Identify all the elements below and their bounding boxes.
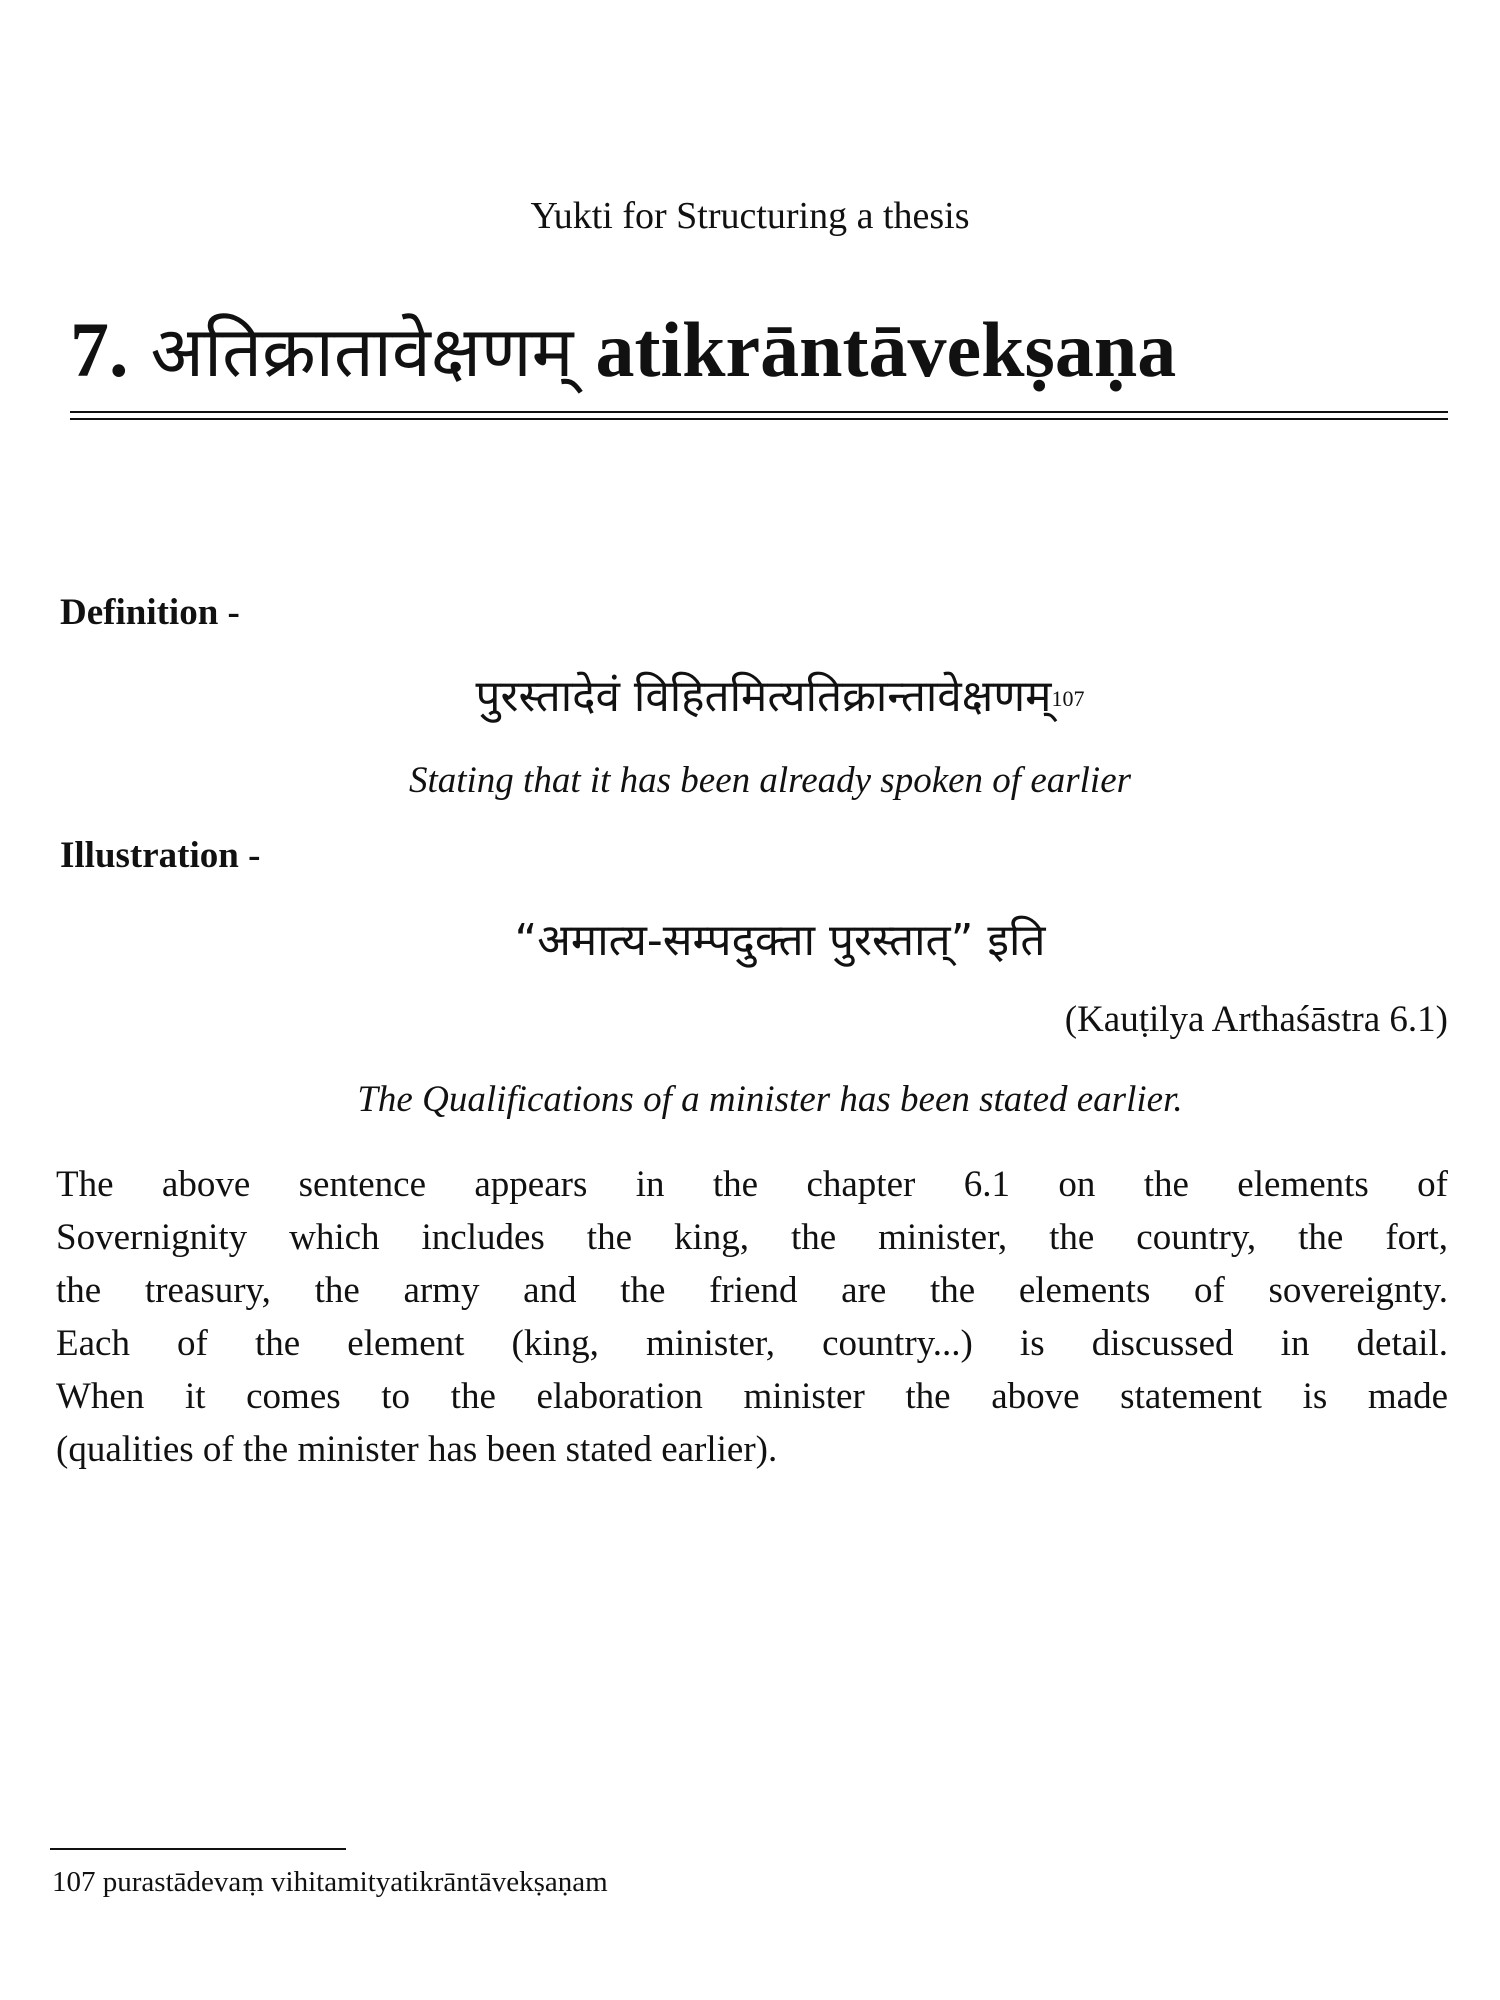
footnote-text: 107 purastādevaṃ vihitamityatikrāntāvekṣaṇam: [52, 1866, 608, 1898]
body-line: the treasury, the army and the friend are the elements of sovereignty.: [56, 1270, 1448, 1311]
illustration-sanskrit-quote: “अमात्य-सम्पदुक्ता पुरस्तात्” इति: [514, 915, 1046, 966]
illustration-translation: The Qualifications of a minister has been stated earlier.: [357, 1079, 1183, 1120]
body-line: Each of the element (king, minister, country...) is discussed in detail.: [56, 1323, 1448, 1364]
chapter-title: [70, 300, 1450, 402]
definition-translation: Stating that it has been already spoken of earlier: [408, 760, 1132, 801]
chapter-title-sanskrit: अतिक्रातावेक्षणम्: [150, 311, 574, 393]
body-line: The above sentence appears in the chapter 6.1 on the elements of: [56, 1164, 1448, 1205]
body-line: Sovernignity which includes the king, the minister, the country, the fort,: [56, 1217, 1448, 1258]
chapter-title-transliteration: atikrāntāvekṣaṇa: [595, 306, 1177, 393]
chapter-number: 7.: [70, 306, 129, 393]
body-line: When it comes to the elaboration minister the above statement is made: [56, 1376, 1448, 1417]
definition-label: Definition -: [60, 592, 240, 633]
definition-sanskrit-verse: [30, 667, 1500, 727]
running-header: Yukti for Structuring a thesis: [530, 195, 970, 237]
illustration-source: (Kauṭilya Arthaśāstra 6.1): [1064, 999, 1448, 1040]
body-paragraph: [56, 1158, 1448, 1476]
title-double-rule: [70, 411, 1448, 420]
footnote-separator: [50, 1848, 346, 1850]
illustration-label: Illustration -: [60, 835, 261, 876]
definition-sanskrit-text: पुरस्तादेवं विहितमित्यतिक्रान्तावेक्षणम्: [475, 671, 1052, 722]
footnote-reference: 107: [1051, 686, 1085, 711]
body-line: (qualities of the minister has been stated earlier).: [56, 1429, 778, 1470]
